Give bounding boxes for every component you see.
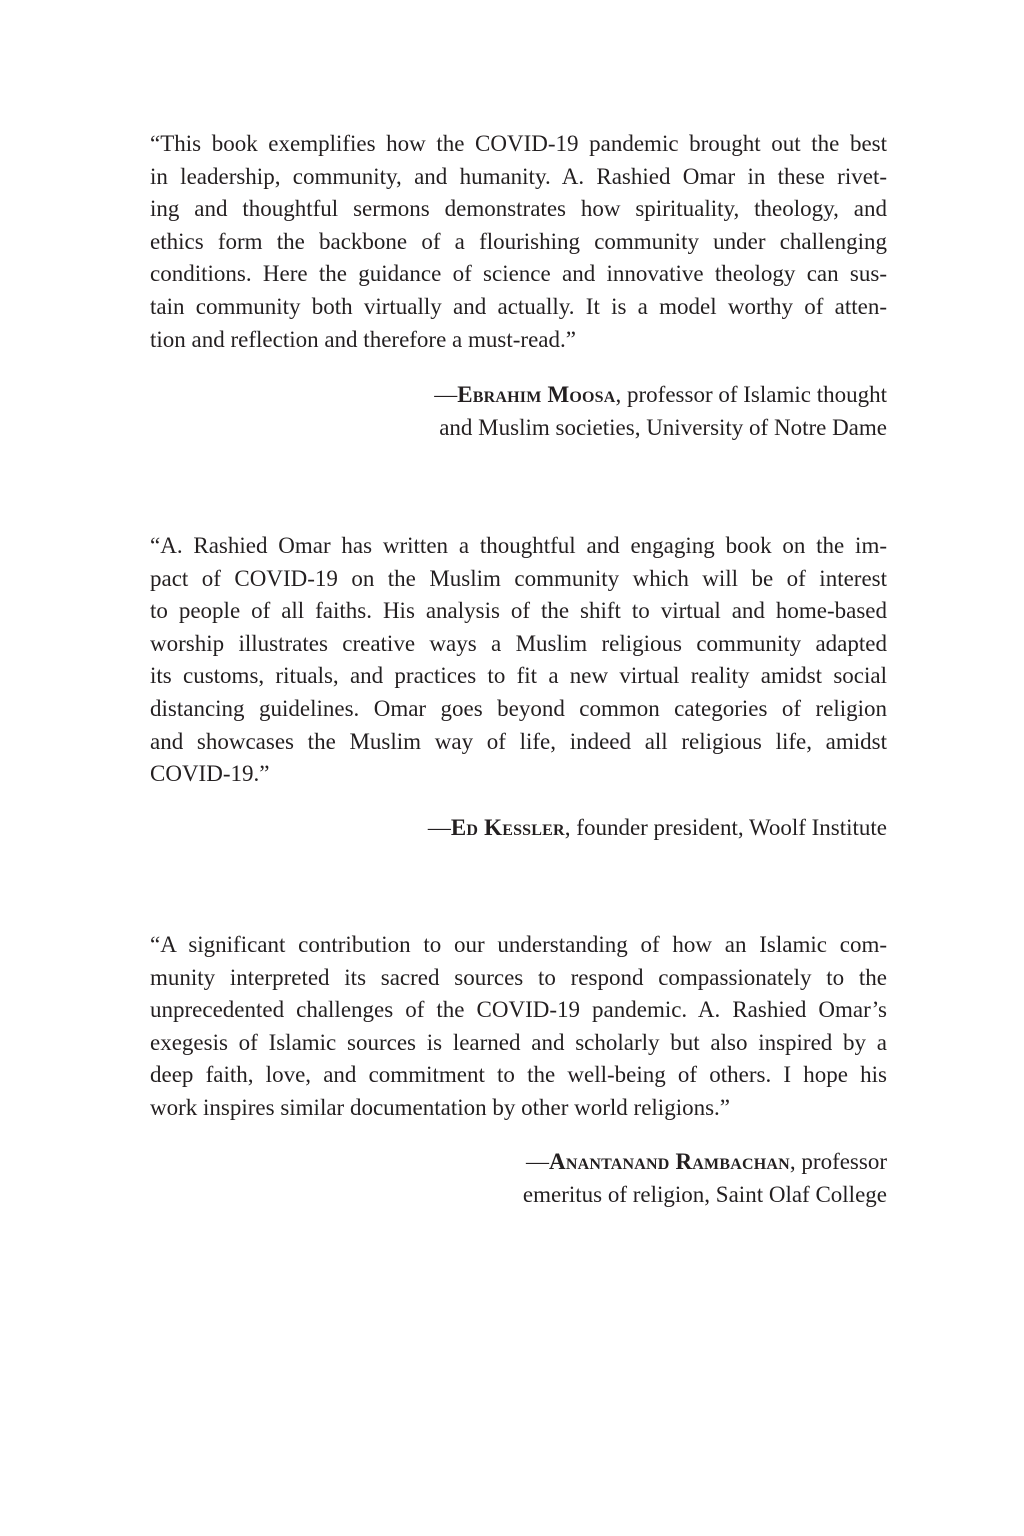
attribution-line	[150, 379, 887, 412]
quote-line: worship illustrates creative ways a Muslim religious community adapted	[150, 630, 887, 656]
quote-line: pact of COVID-19 on the Muslim community which will be of interest	[150, 565, 887, 591]
endorsement-attribution-1	[150, 379, 887, 444]
quote-line: ethics form the backbone of a flourishing community under challenging	[150, 228, 887, 254]
quote-line: ing and thoughtful sermons demonstrates how spirituality, theology, and	[150, 196, 887, 222]
quote-line: work inspires similar documentation by other world religions.”	[150, 1094, 730, 1120]
endorsement-quote-3	[150, 929, 887, 1125]
quote-line: tain community both virtually and actually. It is a model worthy of atten-	[150, 293, 887, 319]
endorser-affiliation-continued: and Muslim societies, University of Notre Dame	[439, 414, 887, 440]
attribution-line	[150, 1146, 887, 1179]
endorsement-attribution-3	[150, 1146, 887, 1211]
quote-line: tion and reflection and therefore a must-read.”	[150, 326, 576, 352]
endorser-name: Ed Kessler	[450, 815, 565, 840]
attribution-line	[150, 812, 887, 845]
quote-line: its customs, rituals, and practices to fit a new virtual reality amidst social	[150, 663, 887, 689]
quote-line: to people of all faiths. His analysis of the shift to virtual and home-based	[150, 598, 887, 624]
endorser-affiliation-continued: emeritus of religion, Saint Olaf College	[522, 1181, 887, 1207]
attribution-dash: —	[526, 1149, 550, 1174]
endorsement-quote-1	[150, 128, 887, 356]
attribution-dash: —	[434, 382, 458, 407]
quote-line: COVID-19.”	[150, 761, 270, 787]
endorsement-quote-2	[150, 530, 887, 791]
attribution-dash: —	[427, 815, 451, 840]
quote-line: unprecedented challenges of the COVID-19 pandemic. A. Rashied Omar’s	[150, 997, 887, 1023]
quote-line: in leadership, community, and humanity. A. Rashied Omar in these rivet-	[150, 163, 887, 189]
endorser-affiliation: , professor	[789, 1149, 887, 1174]
quote-line: munity interpreted its sacred sources to respond compassionately to the	[150, 964, 887, 990]
quote-line: and showcases the Muslim way of life, indeed all religious life, amidst	[150, 728, 887, 754]
quote-line: deep faith, love, and commitment to the well-being of others. I hope his	[150, 1062, 887, 1088]
endorser-name: Ebrahim Moosa	[457, 382, 616, 407]
quote-line: “This book exemplifies how the COVID-19 pandemic brought out the best	[150, 131, 887, 156]
quote-line: “A significant contribution to our understanding of how an Islamic com-	[150, 932, 887, 957]
quote-line: distancing guidelines. Omar goes beyond common categories of religion	[150, 695, 887, 721]
endorser-name: Anantanand Rambachan	[549, 1149, 790, 1174]
endorsement-attribution-2	[150, 812, 887, 845]
quote-line: exegesis of Islamic sources is learned and scholarly but also inspired by a	[150, 1029, 887, 1055]
endorser-affiliation: , founder president, Woolf Institute	[564, 815, 887, 840]
quote-line: “A. Rashied Omar has written a thoughtful and engaging book on the im-	[150, 533, 887, 558]
endorser-affiliation: , professor of Islamic thought	[615, 382, 887, 407]
quote-line: conditions. Here the guidance of science and innovative theology can sus-	[150, 261, 887, 287]
